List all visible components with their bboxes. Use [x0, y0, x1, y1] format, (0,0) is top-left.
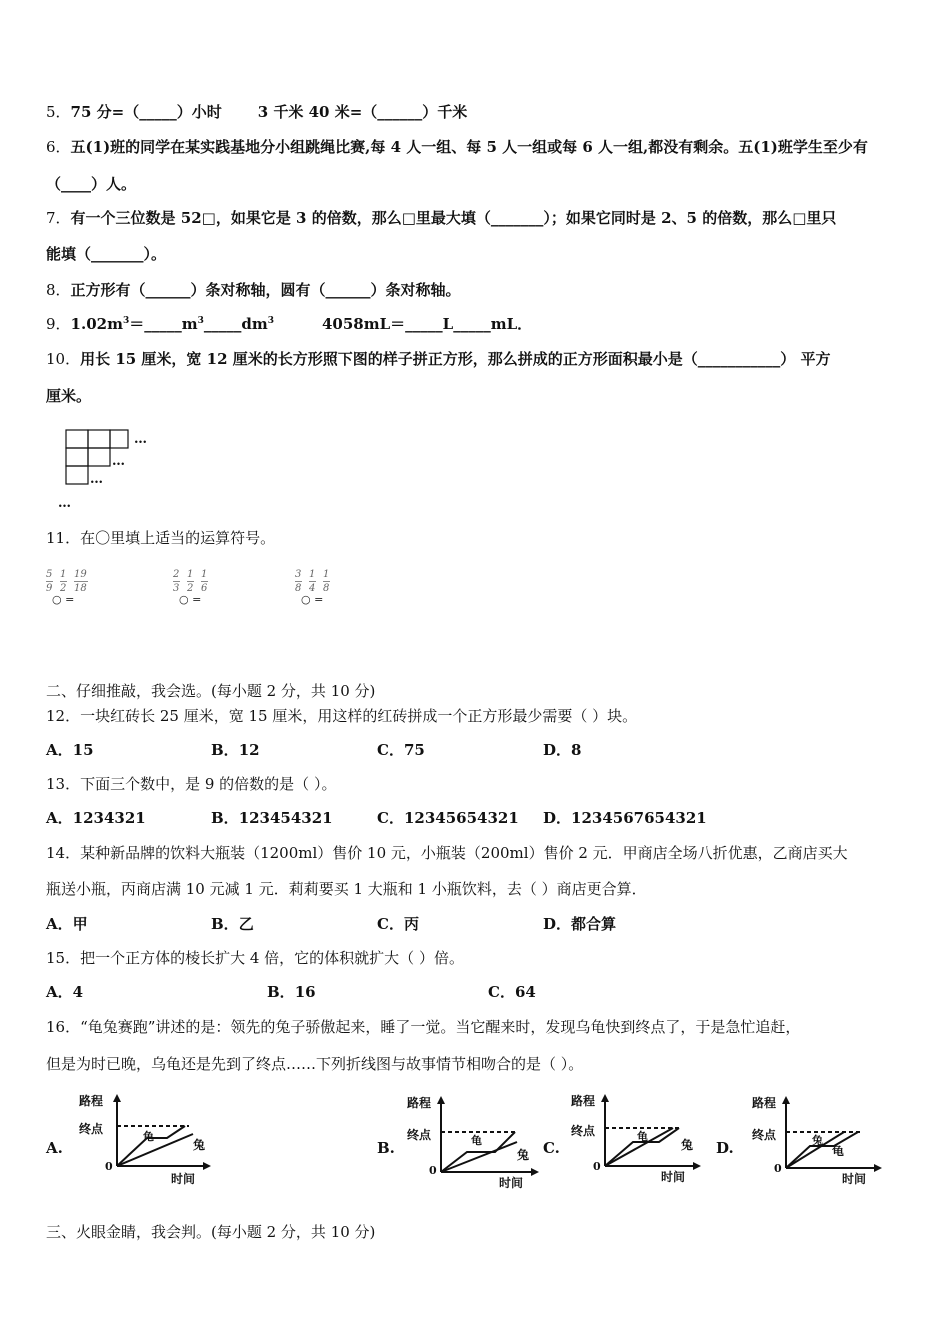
graph-option-c[interactable] — [567, 1092, 707, 1187]
numerator: 19 — [74, 569, 87, 580]
q9-sup: 3 — [122, 316, 130, 326]
q14-line1: 某种新品牌的饮料大瓶装（1200ml）售价 10 元，小瓶装（200ml）售价 2 元．甲商店全场八折优惠，乙商店买大 — [80, 844, 848, 862]
q15-text: 把一个正方体的棱长扩大 4 倍，它的体积就扩大（ ）倍。 — [80, 949, 464, 967]
series-label: 龟 — [637, 1130, 648, 1143]
option-d[interactable] — [543, 740, 581, 760]
graph-option-a-label[interactable]: A. — [46, 1139, 63, 1157]
option-key: D． — [543, 741, 572, 759]
fraction-group-1 — [46, 570, 106, 610]
q9-a3: _____dm — [203, 315, 268, 333]
question-number: 7． — [46, 209, 71, 227]
question-number: 9． — [46, 315, 71, 333]
denominator: 2 — [187, 583, 194, 594]
option-c[interactable] — [488, 982, 536, 1002]
fraction-bar — [309, 581, 316, 582]
q9-sup: 3 — [267, 316, 274, 326]
option-key: D． — [543, 915, 572, 933]
question-14 — [46, 843, 848, 863]
option-key: C． — [377, 915, 404, 933]
question-8 — [46, 280, 461, 300]
question-number: 8． — [46, 281, 71, 299]
question-15 — [46, 948, 464, 968]
option-key: A． — [46, 915, 73, 933]
series-label: 兔 — [193, 1138, 206, 1152]
graph-option-b[interactable] — [405, 1092, 545, 1192]
option-key: B． — [211, 809, 239, 827]
option-value: 8 — [571, 741, 582, 759]
numerator: 1 — [60, 569, 67, 580]
option-value: 甲 — [72, 915, 88, 933]
option-key: B． — [267, 983, 295, 1001]
fraction-bar — [46, 581, 53, 582]
question-9 — [46, 314, 532, 334]
series-label: 兔 — [681, 1138, 694, 1152]
graph-option-d-label[interactable]: D. — [716, 1139, 734, 1157]
option-b[interactable] — [267, 982, 316, 1002]
option-value: 12 — [238, 741, 260, 759]
option-value: 4 — [72, 983, 84, 1001]
graph-option-a[interactable] — [75, 1092, 215, 1187]
q9-a1: 1.02m — [70, 315, 123, 333]
denominator: 8 — [295, 583, 302, 594]
question-number: 15． — [46, 949, 81, 967]
section-3-title: 三、火眼金睛，我会判。(每小题 2 分，共 10 分) — [46, 1223, 376, 1241]
q7-line2: 能填（_______）。 — [46, 245, 167, 263]
option-a[interactable] — [46, 914, 88, 934]
fraction-bar — [187, 581, 194, 582]
denominator: 6 — [201, 583, 208, 594]
q12-text: 一块红砖长 25 厘米，宽 15 厘米，用这样的红砖拼成一个正方形最少需要（ ）块。 — [80, 707, 638, 725]
question-number: 11． — [46, 529, 81, 547]
question-6 — [46, 137, 868, 157]
numerator: 1 — [187, 569, 194, 580]
numerator: 1 — [323, 569, 330, 580]
x-arrow — [531, 1168, 539, 1176]
question-number: 6． — [46, 138, 71, 156]
option-value: 丙 — [403, 915, 419, 933]
option-key: B． — [211, 741, 239, 759]
denominator: 4 — [309, 583, 316, 594]
y-arrow — [113, 1094, 121, 1102]
option-value: 64 — [514, 983, 536, 1001]
x-axis-label: 时间 — [842, 1172, 867, 1186]
ellipsis: … — [90, 472, 103, 487]
fraction-bar — [60, 581, 67, 582]
option-value: 1234567654321 — [571, 809, 707, 827]
series-label: 龟 — [832, 1144, 845, 1158]
origin-label: 0 — [593, 1160, 601, 1173]
option-value: 16 — [294, 983, 316, 1001]
graph-option-b-label[interactable]: B. — [377, 1139, 395, 1157]
q16-line1: “龟兔赛跑”讲述的是：领先的兔子骄傲起来，睡了一觉。当它醒来时，发现乌龟快到终点了，于是急忙追赶， — [80, 1018, 801, 1036]
option-key: C． — [377, 741, 404, 759]
denominator: 3 — [173, 583, 180, 594]
x-arrow — [693, 1162, 701, 1170]
y-arrow — [601, 1094, 609, 1102]
question-number: 14． — [46, 844, 81, 862]
x-axis-label: 时间 — [661, 1170, 686, 1184]
option-value: 都合算 — [571, 915, 617, 933]
origin-label: 0 — [429, 1164, 437, 1177]
q10-line2: 厘米。 — [46, 387, 92, 405]
finish-label: 终点 — [571, 1124, 596, 1138]
question-7 — [46, 208, 836, 228]
numerator: 5 — [46, 569, 53, 580]
operator-circle-equals[interactable]: ○ = — [52, 593, 75, 606]
fraction-group-2 — [173, 570, 233, 610]
tile — [66, 430, 88, 448]
tile — [66, 448, 88, 466]
numerator: 3 — [295, 569, 302, 580]
section-2-title: 二、仔细推敲，我会选。(每小题 2 分，共 10 分) — [46, 682, 376, 700]
finish-label: 终点 — [407, 1128, 432, 1142]
tile — [110, 430, 128, 448]
origin-label: 0 — [105, 1160, 113, 1173]
series-label: 兔 — [812, 1134, 823, 1147]
option-key: A． — [46, 741, 73, 759]
option-a[interactable] — [46, 740, 94, 760]
graph-option-c-label[interactable]: C. — [543, 1139, 560, 1157]
option-key: A． — [46, 983, 73, 1001]
q16-line2: 但是为时已晚，乌龟还是先到了终点……下列折线图与故事情节相吻合的是（ ）。 — [46, 1055, 584, 1073]
question-number: 10． — [46, 350, 81, 368]
question-number: 13． — [46, 775, 81, 793]
option-a[interactable] — [46, 808, 146, 828]
option-value: 12345654321 — [403, 809, 519, 827]
graph-option-d[interactable] — [748, 1094, 888, 1189]
option-c[interactable] — [377, 914, 419, 934]
y-axis-label: 路程 — [79, 1094, 104, 1108]
option-value: 乙 — [238, 915, 254, 933]
denominator: 8 — [323, 583, 330, 594]
y-axis-label: 路程 — [752, 1096, 777, 1110]
fraction-bar — [173, 581, 180, 582]
series-label: 龟 — [471, 1134, 482, 1147]
question-11 — [46, 528, 275, 548]
question-number: 5． — [46, 103, 71, 121]
numerator: 2 — [173, 569, 180, 580]
rectangle-tiling-figure — [58, 426, 168, 516]
option-key: B． — [211, 915, 239, 933]
q9-a2: ＝_____m — [129, 315, 198, 333]
fraction-bar — [74, 581, 88, 582]
option-a[interactable] — [46, 982, 83, 1002]
option-value: 123454321 — [238, 809, 333, 827]
fraction-bar — [323, 581, 330, 582]
q8-text: 正方形有（______）条对称轴，圆有（______）条对称轴。 — [70, 281, 461, 299]
question-number: 12． — [46, 707, 81, 725]
numerator: 1 — [201, 569, 208, 580]
tile — [88, 448, 110, 466]
option-c[interactable] — [377, 808, 519, 828]
x-arrow — [203, 1162, 211, 1170]
series-label: 兔 — [517, 1148, 530, 1162]
option-value: 75 — [403, 741, 425, 759]
option-key: D． — [543, 809, 572, 827]
series-label: 龟 — [143, 1130, 154, 1143]
y-arrow — [437, 1096, 445, 1104]
x-axis-label: 时间 — [499, 1176, 524, 1190]
ellipsis: … — [134, 432, 147, 447]
q9-sup: 3 — [197, 316, 204, 326]
option-c[interactable] — [377, 740, 425, 760]
fraction-bar — [201, 581, 208, 582]
q13-text: 下面三个数中，是 9 的倍数的是（ ）。 — [80, 775, 337, 793]
q9-part-b: 4058mL＝_____L_____mL． — [322, 315, 533, 333]
numerator: 1 — [309, 569, 316, 580]
option-b[interactable] — [211, 914, 254, 934]
fraction-group-3 — [295, 570, 355, 610]
ellipsis: … — [112, 454, 125, 469]
question-12 — [46, 706, 637, 726]
y-axis-label: 路程 — [571, 1094, 596, 1108]
finish-label: 终点 — [79, 1122, 104, 1136]
option-value: 1234321 — [72, 809, 146, 827]
denominator: 9 — [46, 583, 53, 594]
denominator: 18 — [74, 583, 87, 594]
q14-line2: 瓶送小瓶，丙商店满 10 元减 1 元．莉莉要买 1 大瓶和 1 小瓶饮料，去（ ）商店更合算． — [46, 880, 647, 898]
x-arrow — [874, 1164, 882, 1172]
question-number: 16． — [46, 1018, 81, 1036]
option-b[interactable] — [211, 740, 260, 760]
finish-label: 终点 — [752, 1128, 777, 1142]
option-d[interactable] — [543, 808, 707, 828]
ellipsis: … — [58, 496, 71, 511]
question-10 — [46, 349, 830, 369]
question-16 — [46, 1017, 800, 1037]
q6-line1: 五(1)班的同学在某实践基地分小组跳绳比赛,每 4 人一组、每 5 人一组或每 6 人一组,都没有剩余。五(1)班学生至少有 — [70, 138, 868, 156]
tiling-svg — [58, 426, 168, 516]
denominator: 2 — [60, 583, 67, 594]
option-d[interactable] — [543, 914, 616, 934]
operator-circle-equals[interactable]: ○ = — [179, 593, 202, 606]
q7-line1: 有一个三位数是 52□，如果它是 3 的倍数，那么□里最大填（_______）；如果它同时是 2、5 的倍数，那么□里只 — [70, 209, 837, 227]
option-value: 15 — [72, 741, 94, 759]
y-axis-label: 路程 — [407, 1096, 432, 1110]
operator-circle-equals[interactable]: ○ = — [301, 593, 324, 606]
question-13 — [46, 774, 336, 794]
origin-label: 0 — [774, 1162, 782, 1175]
q5-part-b: 3 千米 40 米=（______）千米 — [257, 103, 468, 121]
option-key: C． — [488, 983, 515, 1001]
y-arrow — [782, 1096, 790, 1104]
x-axis-label: 时间 — [171, 1172, 196, 1186]
option-b[interactable] — [211, 808, 333, 828]
tile — [66, 466, 88, 484]
option-key: A． — [46, 809, 73, 827]
q11-text: 在〇里填上适当的运算符号。 — [80, 529, 276, 547]
q5-part-a: 75 分=（_____）小时 — [70, 103, 222, 121]
option-key: C． — [377, 809, 404, 827]
question-5 — [46, 102, 467, 122]
fraction-bar — [295, 581, 302, 582]
q6-line2: （____）人。 — [46, 175, 137, 193]
tile — [88, 430, 110, 448]
q10-line1: 用长 15 厘米，宽 12 厘米的长方形照下图的样子拼正方形，那么拼成的正方形面积最小是（___________） 平方 — [80, 350, 831, 368]
